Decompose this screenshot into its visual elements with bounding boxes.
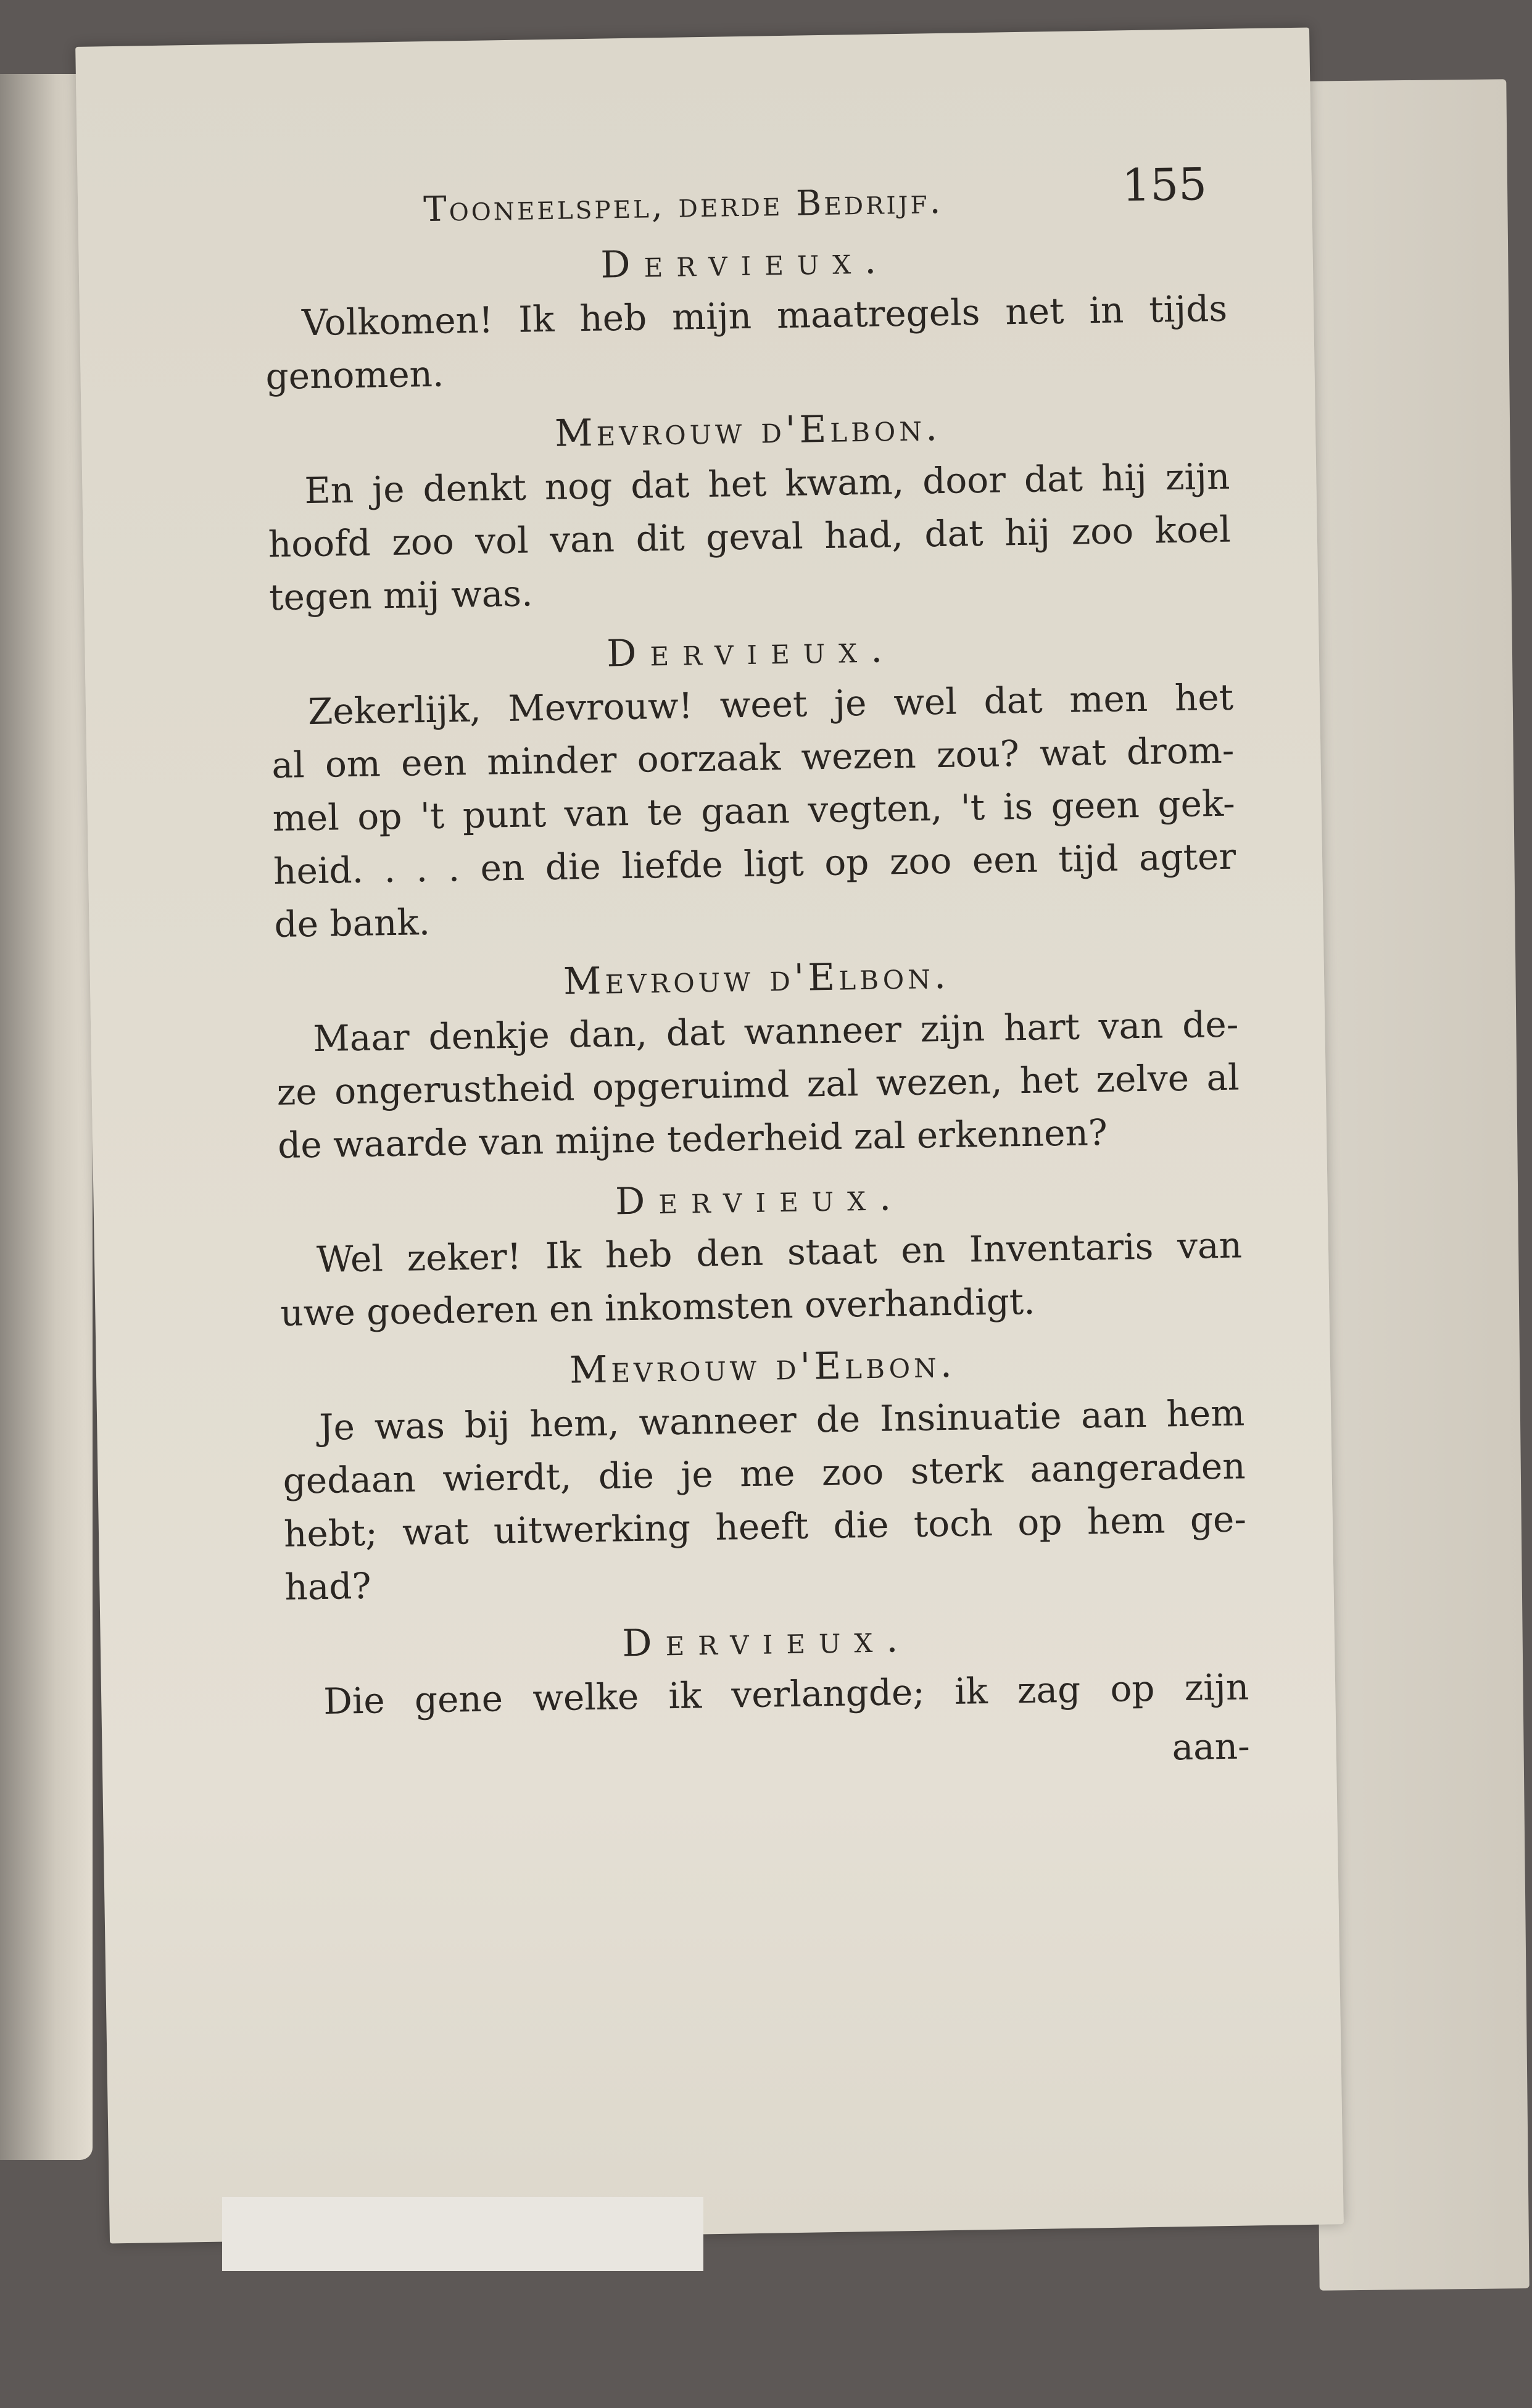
speech-line: tegen mij was.	[268, 572, 533, 619]
book-page	[75, 28, 1344, 2244]
speaker-name: Mevrouw d'Elbon.	[563, 953, 950, 1003]
speech-text	[267, 450, 1232, 624]
speech-line: ze ongerustheid opgeruimd zal wezen, het zelve al	[276, 1056, 1240, 1114]
speech-line: hebt; wat uitwerking heeft die toch op hem ge-	[283, 1498, 1247, 1555]
running-head	[262, 146, 1226, 235]
page-number: 155	[1121, 158, 1207, 212]
speech-line: gedaan wierdt, die je me zoo sterk aangeraden	[283, 1445, 1246, 1502]
speech-line: En je denkt nog dat het kwam, door dat hij zijn	[304, 455, 1230, 512]
speech-block	[278, 1165, 1243, 1339]
speech-block	[281, 1333, 1248, 1613]
speaker-name: Dervieux.	[600, 239, 890, 287]
speech-line: mel op 't punt van te gaan vegten, 't is geen gek-	[272, 782, 1236, 840]
speech-line: Die gene welke ik verlangde; ik zag op zijn	[323, 1666, 1249, 1722]
speech-line: hoofd zoo vol van dit geval had, dat hij zoo koel	[268, 508, 1232, 566]
page-text	[262, 146, 1250, 1788]
speech-text	[279, 1218, 1243, 1339]
speech-line: al om een minder oorzaak wezen zou? wat drom-	[271, 729, 1235, 787]
running-head-title: Tooneelspel, derde Bedrijf.	[423, 181, 943, 230]
speech-block	[285, 1607, 1249, 1728]
speech-text	[276, 998, 1241, 1172]
speech-line: Wel zeker! Ik heb den staat en Inventaris van	[316, 1224, 1243, 1281]
speaker-name: Dervieux.	[615, 1176, 905, 1224]
speech-block	[275, 945, 1240, 1172]
speech-line: Zekerlijk, Mevrouw! weet je wel dat men het	[307, 676, 1234, 733]
speech-line: Je was bij hem, wanneer de Insinuatie aan hem	[318, 1392, 1245, 1448]
speaker-name: Dervieux.	[606, 628, 896, 676]
speech-line: Maar denkje dan, dat wanneer zijn hart van de-	[312, 1003, 1239, 1060]
speech-text	[282, 1386, 1248, 1613]
speech-line: de bank.	[274, 901, 431, 946]
speech-line: genomen.	[265, 352, 444, 398]
speech-text	[270, 671, 1237, 951]
speech-line: had?	[284, 1564, 372, 1608]
speech-block	[266, 397, 1232, 624]
speech-line: Volkomen! Ik heb mijn maatregels net in tijds	[301, 287, 1228, 344]
facing-page-edge	[0, 74, 93, 2160]
speaker-name: Dervieux.	[621, 1617, 912, 1666]
speech-line: de waarde van mijne tederheid zal erkennen?	[277, 1111, 1108, 1166]
speaker-name: Mevrouw d'Elbon.	[569, 1342, 956, 1392]
speech-line: uwe goederen en inkomsten overhandigt.	[279, 1280, 1036, 1334]
catchword: aan-	[1172, 1725, 1251, 1769]
speech-line: heid. . . . en die liefde ligt op zoo een tijd agter	[273, 835, 1236, 893]
blank-patch	[222, 2197, 703, 2271]
speech-block	[270, 618, 1237, 951]
speech-block	[263, 229, 1228, 403]
speaker-name: Mevrouw d'Elbon.	[554, 405, 942, 455]
speech-text	[265, 282, 1229, 403]
